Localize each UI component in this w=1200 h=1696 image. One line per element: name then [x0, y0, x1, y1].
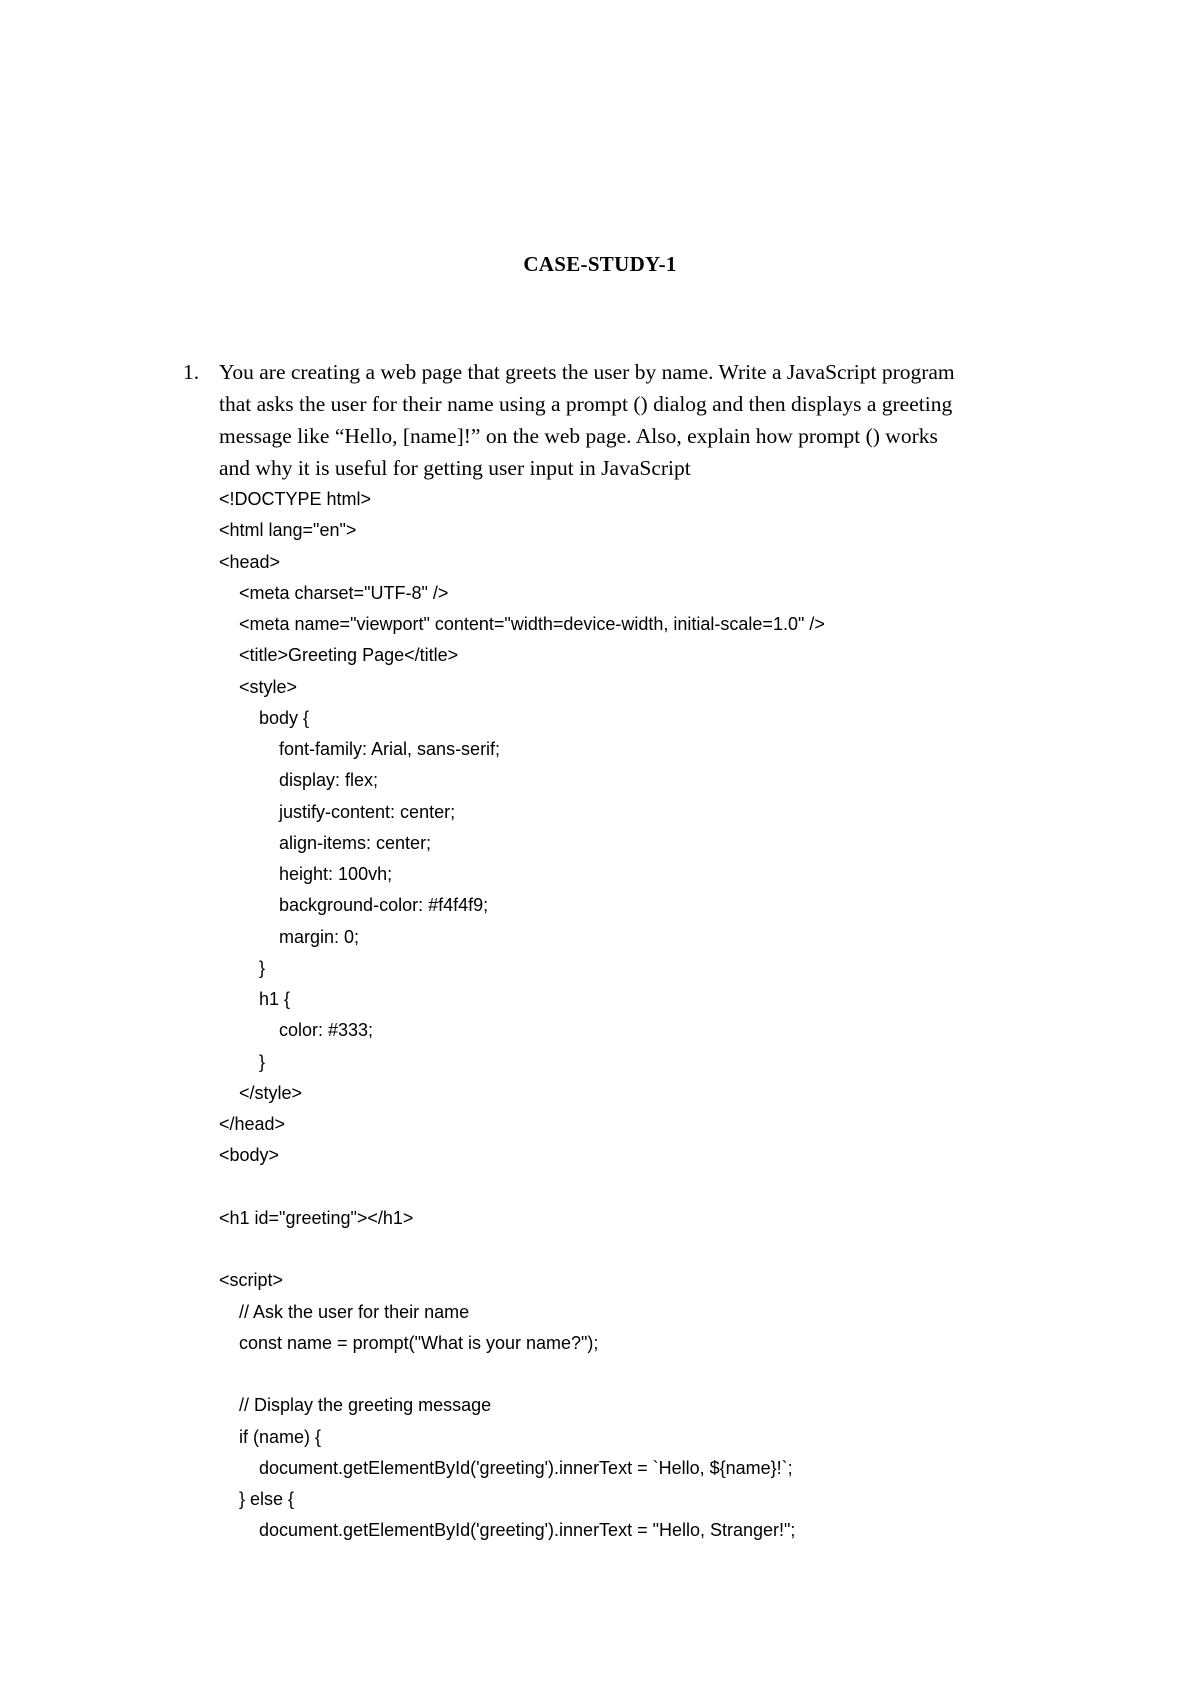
code-line: body {	[259, 707, 310, 728]
code-line: }	[259, 957, 266, 978]
code-line: font-family: Arial, sans-serif;	[279, 739, 501, 759]
code-line	[219, 1172, 1119, 1203]
code-line: <script>	[219, 1270, 284, 1291]
code-line: <!DOCTYPE html>	[219, 489, 372, 509]
code-line: if (name) {	[239, 1426, 322, 1447]
code-line: color: #333;	[279, 1020, 374, 1041]
code-line: <body>	[219, 1145, 280, 1166]
code-line: background-color: #f4f4f9;	[279, 895, 489, 916]
question-line: that asks the user for their name using a prompt () dialog and then displays a greeting	[219, 392, 953, 416]
question-item	[183, 356, 1083, 484]
code-line: justify-content: center;	[279, 801, 456, 822]
code-line: document.getElementById('greeting').innerText = "Hello, Stranger!";	[259, 1520, 796, 1541]
code-line: <title>Greeting Page</title>	[239, 645, 459, 666]
question-line: You are creating a web page that greets the user by name. Write a JavaScript program	[219, 360, 955, 384]
code-line: <style>	[239, 676, 298, 697]
code-line: h1 {	[259, 989, 291, 1009]
code-line: <head>	[219, 551, 281, 572]
question-number: 1.	[183, 360, 200, 384]
code-line: display: flex;	[279, 770, 379, 791]
code-line: </head>	[219, 1114, 286, 1134]
code-line: </style>	[239, 1082, 303, 1103]
code-line: const name = prompt("What is your name?");	[239, 1332, 599, 1353]
code-line: // Display the greeting message	[239, 1395, 492, 1416]
question-line: message like “Hello, [name]!” on the web page. Also, explain how prompt () works	[219, 424, 938, 448]
code-line: <meta name="viewport" content="width=device-width, initial-scale=1.0" />	[239, 614, 825, 634]
code-line: }	[259, 1051, 266, 1072]
code-line: align-items: center;	[279, 832, 432, 853]
code-line	[219, 1359, 1119, 1390]
code-line	[219, 1234, 1119, 1265]
code-line: // Ask the user for their name	[239, 1301, 470, 1322]
code-line: <html lang="en">	[219, 520, 357, 541]
code-line: } else {	[239, 1489, 295, 1509]
code-line: document.getElementById('greeting').innerText = `Hello, ${name}!`;	[259, 1457, 793, 1478]
code-line: <meta charset="UTF-8" />	[239, 582, 449, 603]
code-line: height: 100vh;	[279, 864, 393, 884]
question-text	[219, 356, 1081, 484]
code-line: margin: 0;	[279, 926, 360, 947]
code-listing	[219, 484, 1119, 1547]
code-line: <h1 id="greeting"></h1>	[219, 1207, 414, 1228]
question-line: and why it is useful for getting user input in JavaScript	[219, 456, 691, 480]
page-title: CASE-STUDY-1	[523, 252, 677, 276]
